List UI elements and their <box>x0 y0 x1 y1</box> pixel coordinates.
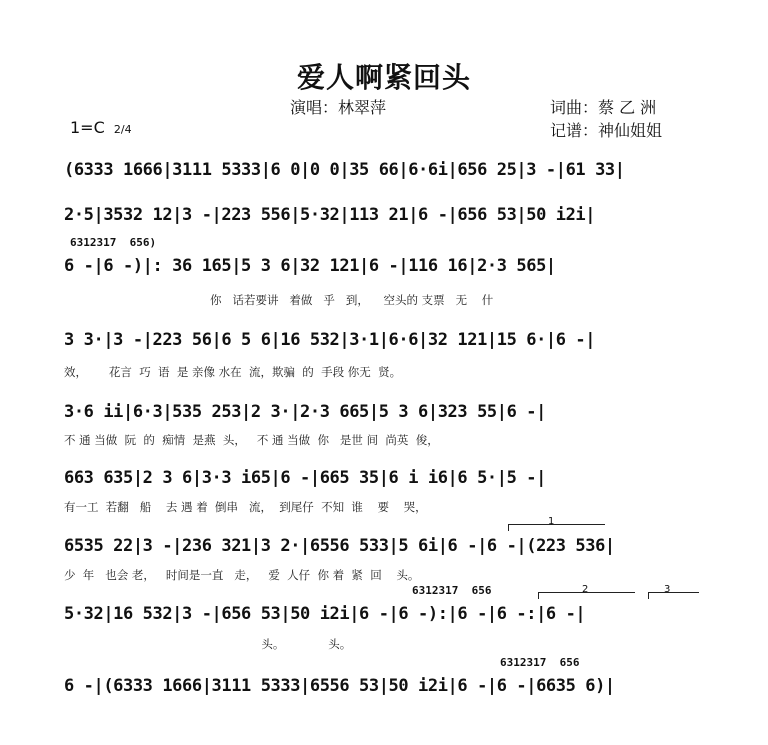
grace-notes-hint-3: 6312317 656 <box>500 656 580 669</box>
key-signature <box>70 118 132 137</box>
volta-number-1: 1 <box>548 516 555 527</box>
notation-row-6: 663 635|2 3 6|3·3 i65|6 -|665 35|6 i i6|6 5·|5 -| <box>64 468 546 488</box>
time-signature: 2/4 <box>113 123 132 136</box>
notation-row-8: 5·32|16 532|3 -|656 53|50 i2i|6 -|6 -):|6 -|6 -:|6 -| <box>64 604 586 624</box>
notation-row-4: 3 3·|3 -|223 56|6 5 6|16 532|3·1|6·6|32 121|15 6·|6 -| <box>64 330 596 350</box>
lyrics-row-3: 你 话若要讲 着做 乎 到， 空头的 支票 无 什 <box>210 293 494 307</box>
lyricist-composer-credit: 词曲：蔡 乙 洲 <box>550 98 657 117</box>
volta-bracket-3 <box>648 592 699 599</box>
song-title: 爱人啊紧回头 <box>296 61 471 94</box>
transcriber-credit: 记谱：神仙姐姐 <box>550 121 663 140</box>
notation-row-5: 3·6 ii|6·3|535 253|2 3·|2·3 665|5 3 6|323 55|6 -| <box>64 402 546 422</box>
grace-notes-hint-2: 6312317 656 <box>412 584 492 597</box>
key-label: 1=C <box>70 118 105 137</box>
notation-row-7: 6535 22|3 -|236 321|3 2·|6556 533|5 6i|6 -|6 -|(223 536| <box>64 536 615 556</box>
notation-row-3: 6 -|6 -)|: 36 165|5 3 6|32 121|6 -|116 16|2·3 565| <box>64 256 556 276</box>
volta-bracket-1 <box>508 524 605 531</box>
lyrics-row-8: 头。 头。 <box>64 637 352 651</box>
singer-credit: 演唱：林翠萍 <box>290 98 387 117</box>
volta-number-2: 2 <box>582 584 589 595</box>
volta-number-3: 3 <box>664 584 671 595</box>
grace-notes-hint-1: 6312317 656) <box>70 236 157 249</box>
notation-row-9: 6 -|(6333 1666|3111 5333|6556 53|50 i2i|6 -|6 -|6635 6)| <box>64 676 615 696</box>
lyrics-row-6: 有一工 若翻 船 去 遇 着 倒串 流， 到尾仔 不知 谁 要 哭， <box>64 500 427 514</box>
lyrics-row-5: 不 通 当做 阮 的 痴情 是燕 头， 不 通 当做 你 是世 间 尚英 俊， <box>64 433 439 447</box>
lyrics-row-4: 效， 花言 巧 语 是 亲像 水在 流，欺骗 的 手段 你无 贤。 <box>64 365 402 379</box>
lyrics-row-7: 少 年 也会 老， 时间是一直 走， 爱 人仔 你 着 紧 回 头。 <box>64 568 420 582</box>
notation-row-2: 2·5|3532 12|3 -|223 556|5·32|113 21|6 -|656 53|50 i2i| <box>64 205 596 225</box>
notation-row-1: (6333 1666|3111 5333|6 0|0 0|35 66|6·6i|656 25|3 -|61 33| <box>64 160 625 180</box>
